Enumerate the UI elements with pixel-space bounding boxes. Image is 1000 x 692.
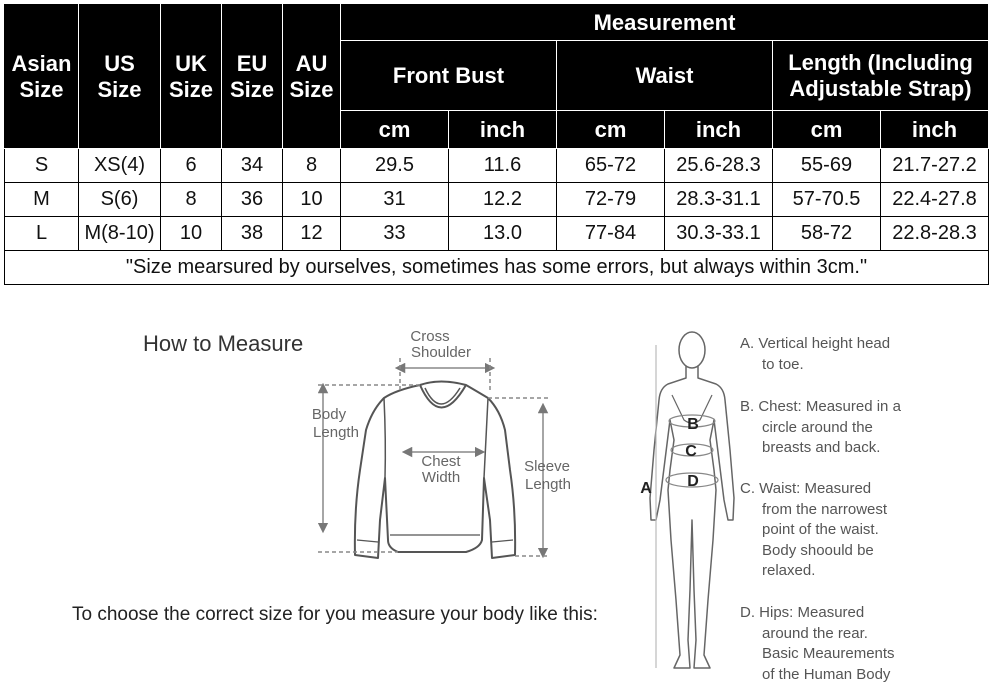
legend-line: C. Waist: Measured xyxy=(740,480,872,497)
table-cell: 30.3-33.1 xyxy=(665,217,773,251)
table-cell: 29.5 xyxy=(341,149,449,183)
legend-b xyxy=(740,397,1000,459)
header-unit-inch: inch xyxy=(881,111,989,149)
table-cell: S xyxy=(5,149,79,183)
header-unit-cm: cm xyxy=(773,111,881,149)
table-cell: 22.8-28.3 xyxy=(881,217,989,251)
chest-width-label: Width xyxy=(421,469,461,486)
header-unit-inch: inch xyxy=(449,111,557,149)
legend-line: breasts and back. xyxy=(762,439,881,456)
table-cell: 34 xyxy=(222,149,283,183)
table-row xyxy=(5,149,989,183)
header-uk-size: UK Size xyxy=(161,5,222,149)
table-cell: 8 xyxy=(283,149,341,183)
header-length: Length (Including Adjustable Strap) xyxy=(773,41,989,111)
cross-shoulder-label: Shoulder xyxy=(410,344,472,361)
how-to-measure-title: How to Measure xyxy=(143,331,304,356)
table-row xyxy=(5,183,989,217)
legend-line: A. Vertical height head xyxy=(740,335,891,352)
table-cell: 31 xyxy=(341,183,449,217)
header-asian-size: Asian Size xyxy=(5,5,79,149)
table-cell: S(6) xyxy=(79,183,161,217)
header-measurement: Measurement xyxy=(341,5,989,41)
table-cell: 33 xyxy=(341,217,449,251)
table-cell: 11.6 xyxy=(449,149,557,183)
header-unit-cm: cm xyxy=(341,111,449,149)
legend-d xyxy=(740,603,1000,685)
table-cell: 12.2 xyxy=(449,183,557,217)
legend-line: circle around the xyxy=(762,418,873,436)
table-cell: 6 xyxy=(161,149,222,183)
measurement-note: "Size mearsured by ourselves, sometimes has some errors, but always within 3cm." xyxy=(5,251,989,285)
legend-line: point of the waist. xyxy=(762,521,879,538)
legend-line: B. Chest: Measured in a xyxy=(740,398,901,415)
table-cell: 13.0 xyxy=(449,217,557,251)
marker-b: B xyxy=(687,416,699,433)
table-cell: 55-69 xyxy=(773,149,881,183)
table-cell: M(8-10) xyxy=(79,217,161,251)
table-cell: 36 xyxy=(222,183,283,217)
header-eu-size: EU Size xyxy=(222,5,283,149)
header-unit-cm: cm xyxy=(557,111,665,149)
legend-a xyxy=(740,334,1000,375)
table-cell: M xyxy=(5,183,79,217)
marker-d: D xyxy=(687,473,699,490)
marker-a: A xyxy=(640,480,652,497)
legend-line: Basic Meaurements xyxy=(762,645,895,662)
table-cell: 72-79 xyxy=(557,183,665,217)
legend-line: relaxed. xyxy=(762,562,816,579)
sleeve-length-label: Sleeve xyxy=(524,458,570,475)
table-cell: 12 xyxy=(283,217,341,251)
table-cell: 38 xyxy=(222,217,283,251)
table-cell: XS(4) xyxy=(79,149,161,183)
body-measure-rings xyxy=(656,345,718,668)
legend-line: D. Hips: Measured xyxy=(740,604,865,621)
table-cell: 28.3-31.1 xyxy=(665,183,773,217)
sleeve-length-label: Length xyxy=(525,476,571,493)
table-note-row xyxy=(5,251,989,285)
header-waist: Waist xyxy=(557,41,773,111)
legend-line: from the narrowest xyxy=(762,500,888,518)
body-outline-illustration xyxy=(650,332,734,668)
table-cell: 57-70.5 xyxy=(773,183,881,217)
header-unit-inch: inch xyxy=(665,111,773,149)
table-cell: 10 xyxy=(161,217,222,251)
table-cell: 58-72 xyxy=(773,217,881,251)
table-row xyxy=(5,217,989,251)
chest-width-label: Chest xyxy=(421,453,461,470)
legend-line: to toe. xyxy=(762,355,804,373)
table-cell: 10 xyxy=(283,183,341,217)
body-length-label: Body xyxy=(311,406,347,423)
legend-line: of the Human Body xyxy=(762,665,891,683)
header-us-size: US Size xyxy=(79,5,161,149)
size-chart-table xyxy=(4,4,989,285)
body-length-label: Length xyxy=(313,424,359,441)
header-front-bust: Front Bust xyxy=(341,41,557,111)
table-cell: 65-72 xyxy=(557,149,665,183)
legend-line: Body shoould be xyxy=(762,541,874,559)
cross-shoulder-label: Cross xyxy=(410,328,450,345)
legend-c xyxy=(740,479,1000,582)
table-cell: 22.4-27.8 xyxy=(881,183,989,217)
table-cell: 77-84 xyxy=(557,217,665,251)
choose-size-instruction: To choose the correct size for you measure your body like this: xyxy=(72,604,598,625)
marker-c: C xyxy=(685,443,697,460)
table-cell: 25.6-28.3 xyxy=(665,149,773,183)
table-cell: 8 xyxy=(161,183,222,217)
header-au-size: AU Size xyxy=(283,5,341,149)
table-cell: L xyxy=(5,217,79,251)
legend-line: around the rear. xyxy=(762,624,868,642)
table-cell: 21.7-27.2 xyxy=(881,149,989,183)
